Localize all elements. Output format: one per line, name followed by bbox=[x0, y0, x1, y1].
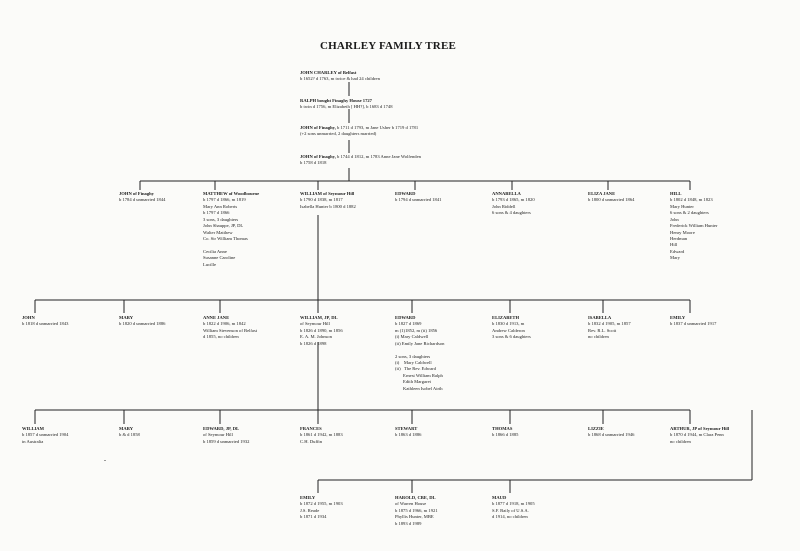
person-detail: Walter Matthew bbox=[203, 229, 233, 235]
person-detail: b & d 1858 bbox=[119, 432, 140, 438]
person-name: EDWARD, JP, DL bbox=[203, 426, 240, 431]
person-detail: b 1797 d 1866, m 1819 bbox=[203, 197, 246, 203]
person-detail: Frederick William Hunter bbox=[670, 223, 718, 229]
person-detail: d 1914, no children bbox=[492, 514, 528, 520]
person-john-finaghy-1744 bbox=[300, 154, 421, 167]
person-maud bbox=[492, 495, 535, 521]
person-detail: William Stevenson of Belfast bbox=[203, 327, 258, 333]
person-detail: John bbox=[670, 216, 679, 222]
person-detail: Andrew Calderon bbox=[492, 327, 525, 333]
person-name: EDWARD bbox=[395, 315, 416, 320]
person-name: HILL bbox=[670, 191, 682, 196]
person-emily-1837 bbox=[670, 315, 716, 328]
person-detail: b 1820 d unmarried 1886 bbox=[119, 321, 166, 327]
person-detail: b 1744 d 1812, m 1783 Anne Jane Wolfenden bbox=[337, 154, 421, 159]
person-harold bbox=[395, 495, 438, 527]
person-annabella bbox=[492, 191, 535, 217]
person-detail: b 1826 d 1890, m 1856 bbox=[300, 327, 343, 333]
person-ralph bbox=[300, 98, 393, 111]
person-detail: 2 sons, 3 daughters bbox=[395, 353, 431, 359]
person-detail: d 1855, no children bbox=[203, 334, 239, 340]
person-name: ANNABELLA bbox=[492, 191, 521, 196]
person-lizzie bbox=[588, 426, 634, 439]
person-name: THOMAS bbox=[492, 426, 513, 431]
person-william-jp-dl bbox=[300, 315, 343, 347]
person-detail: b 1822 d 1906, m 1842 bbox=[203, 321, 246, 327]
person-detail: no children bbox=[588, 334, 609, 340]
person-detail: (ii) Emily Jane Richardson bbox=[395, 340, 445, 346]
person-name: WILLIAM of Seymour Hill bbox=[300, 191, 355, 196]
person-detail: b 1652? d 1763, m twice & had 24 children bbox=[300, 76, 380, 82]
person-name: ELIZA JANE bbox=[588, 191, 616, 196]
person-detail: b 1793 d 1865, m 1820 bbox=[492, 197, 535, 203]
person-detail: of Warren House bbox=[395, 501, 427, 507]
person-detail: b 1877 d 1918, m 1905 bbox=[492, 501, 535, 507]
person-stewart bbox=[395, 426, 421, 439]
person-mary-1858 bbox=[119, 426, 140, 439]
person-detail: m (1)1852, m (ii) 1856 bbox=[395, 327, 438, 333]
person-name: RALPH bought Finaghy House 1727 bbox=[300, 98, 372, 103]
person-detail: b 1837 d unmarried 1917 bbox=[670, 321, 717, 327]
person-mary-1820 bbox=[119, 315, 165, 328]
person-detail: b 1818 d unmarried 1843 bbox=[22, 321, 69, 327]
person-name: JOHN of Finaghy, bbox=[300, 154, 336, 159]
person-edward-jp-dl bbox=[203, 426, 249, 445]
person-detail: b 1794 d unmarried 1841 bbox=[395, 197, 442, 203]
person-detail: E. A. M. Johnson bbox=[300, 334, 332, 340]
person-name: MARY bbox=[119, 426, 134, 431]
person-name: EMILY bbox=[670, 315, 686, 320]
page-title: CHARLEY FAMILY TREE bbox=[320, 40, 457, 52]
person-detail: b 1758 d 1818 bbox=[300, 160, 327, 166]
person-detail: Cecilia Anne bbox=[203, 248, 227, 254]
person-name: JOHN bbox=[22, 315, 35, 320]
person-name: WILLIAM, JP, DL bbox=[300, 315, 338, 320]
person-detail: b twin d 1756, m Elizabeth [ HH?], b 1683 d 1748 bbox=[300, 104, 393, 110]
person-name: LIZZIE bbox=[588, 426, 604, 431]
person-detail: b 1870 d 1944, m Clara Penn bbox=[670, 432, 724, 438]
person-detail: b 1784 d unmarried 1844 bbox=[119, 197, 166, 203]
person-detail: Mary Ann Roberts bbox=[203, 203, 238, 209]
person-detail: Kathleen Isobel Airth bbox=[395, 385, 443, 391]
person-john-of-finaghy bbox=[119, 191, 165, 204]
person-isabella bbox=[588, 315, 631, 341]
person-detail: b 1826 d 1898 bbox=[300, 340, 327, 346]
person-detail: b 1830 d 1913, m bbox=[492, 321, 525, 327]
person-name: MARY bbox=[119, 315, 134, 320]
person-detail: b 1859 d unmarried 1932 bbox=[203, 438, 250, 444]
person-emily-1872 bbox=[300, 495, 343, 521]
person-name: EMILY bbox=[300, 495, 316, 500]
person-eliza-jane bbox=[588, 191, 634, 204]
person-name: JOHN of Finaghy, bbox=[300, 125, 336, 130]
person-detail: of Seymour Hill bbox=[203, 432, 233, 438]
person-detail: Isabella Hunter b 1800 d 1882 bbox=[300, 203, 356, 209]
person-detail: 6 sons & 4 daughters bbox=[492, 210, 531, 216]
person-detail: b 1872 d 1955, m 1903 bbox=[300, 501, 343, 507]
person-name: ELIZABETH bbox=[492, 315, 520, 320]
person-detail: Mary bbox=[670, 255, 680, 261]
person-hill bbox=[670, 191, 717, 262]
person-name: FRANCES bbox=[300, 426, 322, 431]
person-detail: Co. Sir William Thomas bbox=[203, 235, 248, 241]
person-detail: John Riddell bbox=[492, 203, 516, 209]
person-detail: no children bbox=[670, 438, 691, 444]
scan-speck bbox=[104, 460, 106, 461]
person-detail: b 1711 d 1793, m Jane Usher b 1719 d 1781 bbox=[337, 125, 419, 130]
person-detail: b 1797 d 1866 bbox=[203, 210, 230, 216]
person-name: MAUD bbox=[492, 495, 507, 500]
person-detail: (i) Mary Caldwell bbox=[395, 334, 429, 340]
person-detail: b 1802 d 1848, m 1823 bbox=[670, 197, 713, 203]
person-name: JOHN of Finaghy bbox=[119, 191, 154, 196]
person-john-1818 bbox=[22, 315, 68, 328]
person-detail: Rev. R.L. Scott bbox=[588, 327, 617, 333]
person-detail: b 1861 d 1942, m 1883 bbox=[300, 432, 343, 438]
person-detail: b 1866 d 1885 bbox=[492, 432, 519, 438]
person-name: HAROLD, CBE, DL bbox=[395, 495, 436, 500]
person-detail: (ii) The Rev. Edward bbox=[395, 366, 436, 372]
person-name: ARTHUR, JP of Seymour Hill bbox=[670, 426, 730, 431]
person-detail: Herdman bbox=[670, 235, 688, 241]
person-detail: b 1863 d 1886 bbox=[395, 432, 422, 438]
person-detail: b 1832 d 1905, m 1857 bbox=[588, 321, 631, 327]
person-detail: John Shauppe, JP, DL bbox=[203, 223, 244, 229]
person-detail: Phyllis Hunter, MBE bbox=[395, 514, 434, 520]
person-detail: Susanne Caroline bbox=[203, 255, 236, 261]
person-matthew bbox=[203, 191, 259, 268]
person-detail: J.S. Reade bbox=[300, 507, 320, 513]
person-detail: 3 sons, 3 daughters bbox=[203, 216, 239, 222]
person-detail: Lucille bbox=[203, 261, 217, 267]
person-john-charley-belfast bbox=[300, 70, 380, 83]
person-detail: in Australia bbox=[22, 438, 44, 444]
person-edward-1794 bbox=[395, 191, 441, 204]
person-detail: b 1790 d 1838, m 1817 bbox=[300, 197, 343, 203]
person-john-finaghy-1711 bbox=[300, 125, 418, 138]
person-detail: Henry Moore bbox=[670, 229, 695, 235]
person-detail: Ernest William Ralph bbox=[395, 372, 443, 378]
person-detail: b 1857 d unmarried 1904 bbox=[22, 432, 69, 438]
person-name: ANNE JANE bbox=[203, 315, 230, 320]
person-detail: Mary Hunter bbox=[670, 203, 694, 209]
person-arthur bbox=[670, 426, 729, 445]
person-anne-jane bbox=[203, 315, 257, 341]
person-detail: S.F. Baily of U.S.A. bbox=[492, 507, 529, 513]
person-name: WILLIAM bbox=[22, 426, 44, 431]
person-detail: Hill bbox=[670, 242, 678, 248]
person-detail: b 1893 d 1989 bbox=[395, 520, 422, 526]
person-detail: b 1871 d 1934 bbox=[300, 514, 327, 520]
person-william-1857 bbox=[22, 426, 68, 445]
person-edward-1827 bbox=[395, 315, 444, 392]
person-elizabeth bbox=[492, 315, 531, 341]
person-detail: b 1827 d 1869 bbox=[395, 321, 422, 327]
person-name: EDWARD bbox=[395, 191, 416, 196]
person-name: ISABELLA bbox=[588, 315, 612, 320]
person-detail: b 1868 d unmarried 1946 bbox=[588, 432, 635, 438]
person-thomas bbox=[492, 426, 518, 439]
person-detail: (i) Mary Caldwell bbox=[395, 359, 432, 365]
person-detail: (+2 sons unmarried, 2 daughters married) bbox=[300, 131, 377, 137]
person-william-seymour-hill bbox=[300, 191, 356, 210]
person-detail: Edward bbox=[670, 248, 685, 254]
person-frances bbox=[300, 426, 343, 445]
person-detail: 6 sons & 2 daughters bbox=[670, 210, 709, 216]
person-name: MATTHEW of Woodbourne bbox=[203, 191, 260, 196]
person-detail: 3 sons & 6 daughters bbox=[492, 334, 531, 340]
person-detail: Edith Margaret bbox=[395, 379, 431, 385]
person-name: JOHN CHARLEY of Belfast bbox=[300, 70, 357, 75]
person-detail: b 1875 d 1966, m 1921 bbox=[395, 507, 438, 513]
person-detail: b 1800 d unmarried 1864 bbox=[588, 197, 635, 203]
person-detail: C.H. Duffin bbox=[300, 438, 322, 444]
person-name: STEWART bbox=[395, 426, 418, 431]
person-detail: of Seymour Hill bbox=[300, 321, 330, 327]
